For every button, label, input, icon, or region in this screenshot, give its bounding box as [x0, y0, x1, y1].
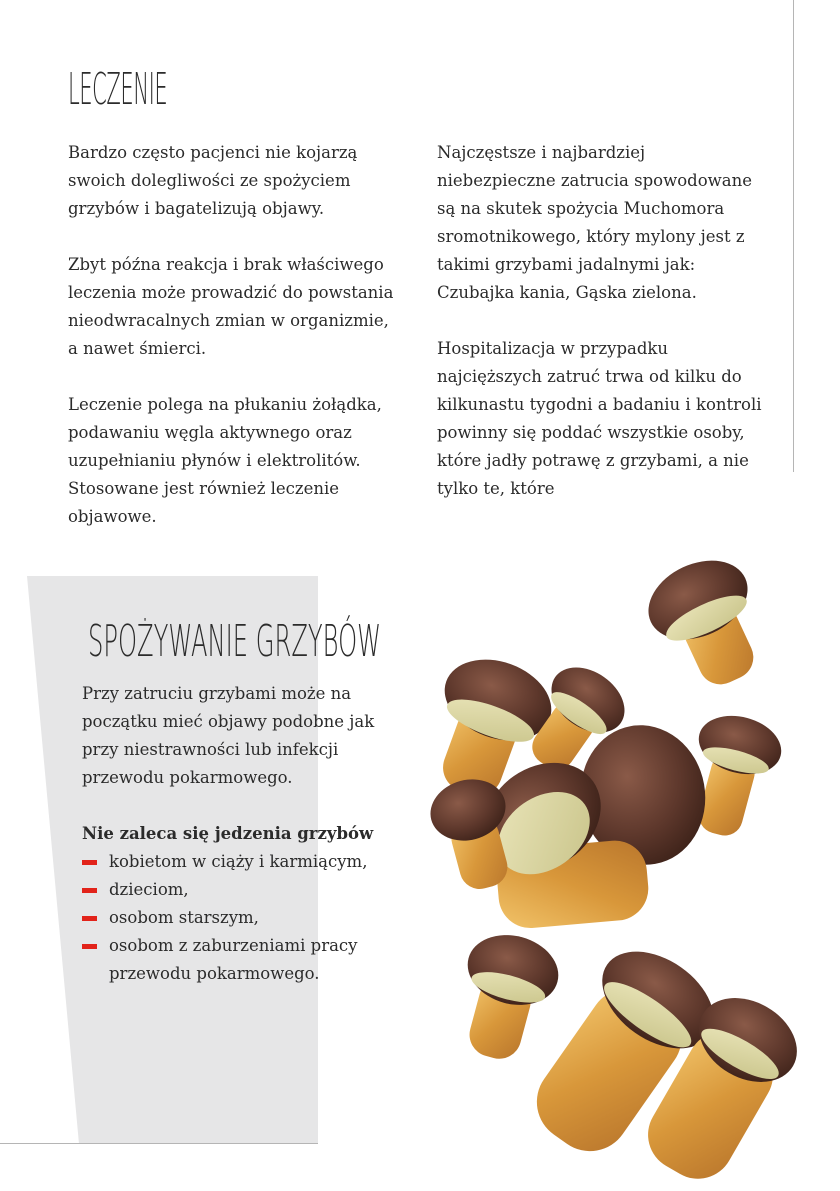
- right-column-text: [437, 139, 767, 498]
- paragraph: Zbyt późna reakcja i brak właściwego leczenia może prowadzić do powstania nieodwracalnych zmian w organizmie, a nawet śmierci.: [68, 255, 394, 358]
- mushroom: [445, 925, 566, 1069]
- list-item: dzieciom,: [82, 876, 382, 904]
- section-title-spozywanie: SPOŻYWANIE GRZYBÓW: [88, 616, 382, 667]
- red-bullet-icon: [82, 916, 97, 921]
- left-column-text: [68, 139, 398, 559]
- paragraph: Bardzo często pacjenci nie kojarzą swoich dolegliwości ze spożyciem grzybów i bagatelizują objawy.: [68, 143, 358, 218]
- recommendation-list: [82, 848, 382, 988]
- gray-info-panel: [0, 576, 382, 1144]
- list-item: osobom z zaburzeniami pracy przewodu pokarmowego.: [82, 932, 382, 988]
- section-title-leczenie: LECZENIE: [68, 64, 168, 115]
- mushroom: [636, 545, 783, 701]
- paragraph: Najczęstsze i najbardziej niebezpieczne zatrucia spowodowane są na skutek spożycia Muchomora sromotnikowego, który mylony jest z takimi grzybami jadalnymi jak: Czubajka kania, Gąska zielona.: [437, 143, 753, 302]
- list-item: kobietom w ciąży i karmiącym,: [82, 848, 382, 876]
- list-heading: Nie zaleca się jedzenia grzybów: [82, 824, 374, 843]
- red-bullet-icon: [82, 888, 97, 893]
- intro-paragraph: Przy zatruciu grzybami może na początku mieć objawy podobne jak przy niestrawności lub infekcji przewodu pokarmowego.: [82, 684, 375, 787]
- red-bullet-icon: [82, 944, 97, 949]
- paragraph: Hospitalizacja w przypadku najcięższych zatruć trwa od kilku do kilkunastu tygodni a badaniu i kontroli powinny się poddać wszystkie osoby, które jadły potrawę z grzybami, a nie tylko te, które: [437, 339, 762, 498]
- column-divider-line: [793, 0, 794, 472]
- mushrooms-photo: [398, 530, 818, 1191]
- bottom-rule-line: [0, 1143, 318, 1144]
- panel-body: [82, 680, 382, 988]
- red-bullet-icon: [82, 860, 97, 865]
- list-item: osobom starszym,: [82, 904, 382, 932]
- paragraph: Leczenie polega na płukaniu żołądka, podawaniu węgla aktywnego oraz uzupełnianiu płynów i elektrolitów. Stosowane jest również leczenie objawowe.: [68, 395, 382, 526]
